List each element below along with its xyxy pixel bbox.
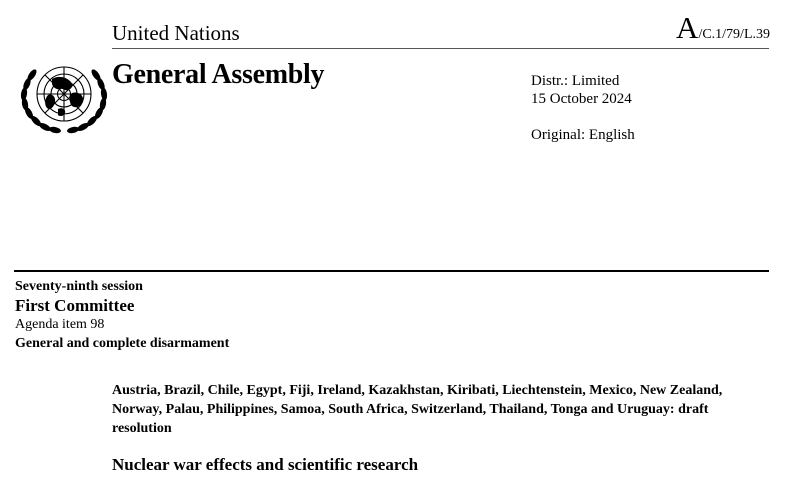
original-language: Original: English — [531, 127, 635, 143]
committee-name: First Committee — [15, 296, 135, 315]
document-date: 15 October 2024 — [531, 91, 632, 107]
resolution-title: Nuclear war effects and scientific research — [112, 455, 419, 474]
un-emblem-icon — [18, 57, 110, 135]
sponsor-list: Austria, Brazil, Chile, Egypt, Fiji, Ireland, Kazakhstan, Kiribati, Liechtenstein, Mexico, New Zealand, Norway, Palau, Philippines, Samoa, South Africa, Switzerland, Thailand, Tonga and Uruguay: draft resolution — [112, 383, 723, 436]
distribution-status: Distr.: Limited — [531, 73, 620, 89]
session-rule — [14, 270, 769, 272]
header-rule — [112, 48, 769, 49]
distribution-spacer — [531, 108, 635, 126]
organization-name: United Nations — [112, 21, 240, 45]
document-symbol-letter: A — [676, 10, 699, 45]
agenda-item: Agenda item 98 — [15, 317, 105, 332]
body-name: General Assembly — [112, 59, 325, 90]
distribution-block — [531, 72, 635, 144]
document-symbol-number: /C.1/79/L.39 — [698, 27, 770, 42]
document-symbol — [676, 12, 770, 51]
agenda-title: General and complete disarmament — [15, 336, 230, 351]
session-name: Seventy-ninth session — [15, 279, 143, 294]
session-block — [15, 278, 229, 353]
